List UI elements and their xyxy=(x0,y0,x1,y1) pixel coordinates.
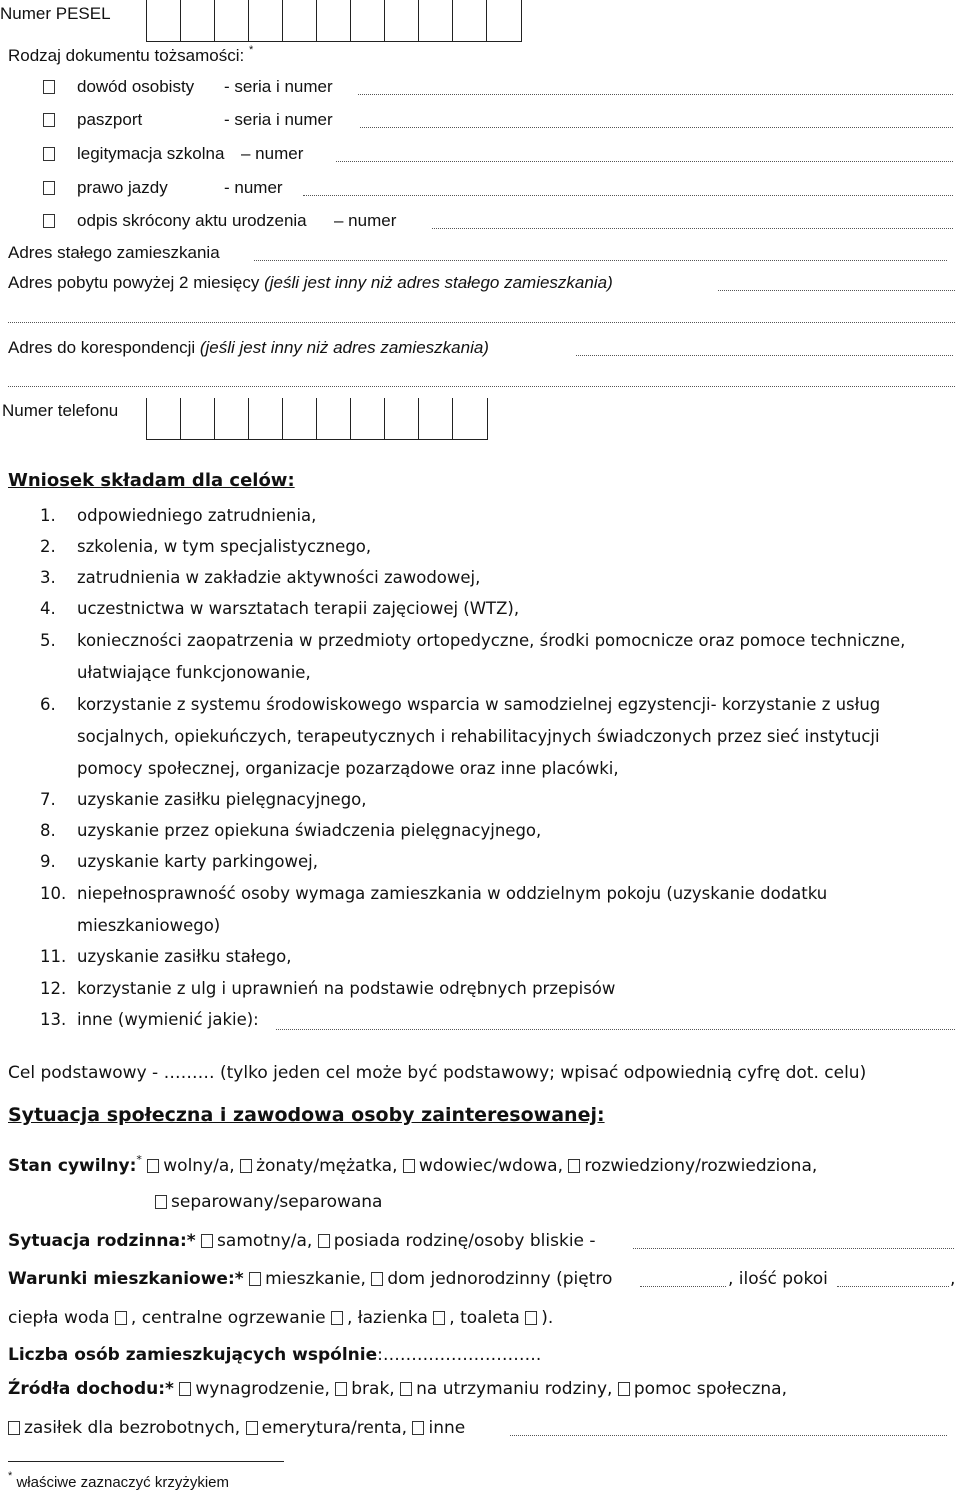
purpose-text: uczestnictwa w warsztatach terapii zajęciowej (WTZ), xyxy=(77,599,520,618)
pesel-label: Numer PESEL xyxy=(0,4,111,23)
checkbox-marital-married[interactable] xyxy=(240,1159,252,1173)
marital-row-2: separowany/separowana xyxy=(155,1192,382,1212)
checkbox-income-family[interactable] xyxy=(400,1382,412,1396)
checkbox-income-unemployment[interactable] xyxy=(8,1421,20,1435)
purpose-text: korzystanie z systemu środowiskowego wsparcia w samodzielnej egzystencji- korzystanie z usług xyxy=(77,695,881,714)
doc-school-id-name: legitymacja szkolna xyxy=(77,144,225,163)
purpose-number: 3. xyxy=(40,568,56,587)
purpose-number: 1. xyxy=(40,506,56,525)
address-corr-field[interactable] xyxy=(576,355,953,356)
family-field[interactable] xyxy=(633,1248,954,1249)
purpose-text: niepełnosprawność osoby wymaga zamieszkania w oddzielnym pokoju (uzyskanie dodatku xyxy=(77,884,828,903)
main-goal-row: Cel podstawowy - ……… (tylko jeden cel może być podstawowy; wpisać odpowiednią cyfrę dot. celu) xyxy=(8,1063,867,1083)
utilities-row: ciepła woda , centralne ogrzewanie , łazienka , toaleta ). xyxy=(8,1308,554,1328)
people-field[interactable]: :………………………. xyxy=(377,1345,542,1365)
address-stay-field[interactable] xyxy=(718,290,955,291)
purpose-text: uzyskanie karty parkingowej, xyxy=(77,852,318,871)
checkbox-passport[interactable] xyxy=(43,113,55,127)
social-heading: Sytuacja społeczna i zawodowa osoby zainteresowanej: xyxy=(8,1104,605,1126)
document-type-label: Rodzaj dokumentu tożsamości: * xyxy=(8,44,254,65)
main-goal-field[interactable]: ……… xyxy=(163,1063,215,1083)
purposes-heading: Wniosek składam dla celów: xyxy=(8,470,295,491)
purpose-number: 9. xyxy=(40,852,56,871)
purpose-text: szkolenia, w tym specjalistycznego, xyxy=(77,537,372,556)
purpose-text: uzyskanie przez opiekuna świadczenia pielęgnacyjnego, xyxy=(77,821,542,840)
checkbox-driving-license[interactable] xyxy=(43,181,55,195)
doc-driving-license-name: prawo jazdy xyxy=(77,178,168,197)
checkbox-toilet[interactable] xyxy=(525,1311,537,1325)
checkbox-bathroom[interactable] xyxy=(433,1311,445,1325)
address-corr-field-line2[interactable] xyxy=(8,386,955,387)
checkbox-income-social-aid[interactable] xyxy=(618,1382,630,1396)
housing-rooms-label: , ilość pokoi xyxy=(728,1269,828,1289)
checkbox-income-pension[interactable] xyxy=(246,1421,258,1435)
doc-birth-certificate-suffix: – numer xyxy=(334,211,397,230)
checkbox-income-salary[interactable] xyxy=(179,1382,191,1396)
checkbox-family-has-family[interactable] xyxy=(318,1234,330,1248)
checkbox-housing-house[interactable] xyxy=(371,1272,383,1286)
address-stay-label: Adres pobytu powyżej 2 miesięcy (jeśli jest inny niż adres stałego zamieszkania) xyxy=(8,273,613,292)
checkbox-marital-divorced[interactable] xyxy=(568,1159,580,1173)
school-id-number-field[interactable] xyxy=(336,161,953,162)
id-card-number-field[interactable] xyxy=(358,94,953,95)
purpose-text: mieszkaniowego) xyxy=(77,916,221,935)
purpose-number: 7. xyxy=(40,790,56,809)
footnote-divider xyxy=(8,1461,284,1462)
birth-certificate-number-field[interactable] xyxy=(432,228,953,229)
address-permanent-field[interactable] xyxy=(254,260,947,261)
purpose-text: korzystanie z ulg i uprawnień na podstawie odrębnych przepisów xyxy=(77,979,616,998)
doc-passport-suffix: - seria i numer xyxy=(224,110,333,129)
checkbox-income-none[interactable] xyxy=(335,1382,347,1396)
purpose-text: konieczności zaopatrzenia w przedmioty ortopedyczne, środki pomocnicze oraz pomoce techniczne, xyxy=(77,631,906,650)
checkbox-marital-separated[interactable] xyxy=(155,1195,167,1209)
purpose-text: inne (wymienić jakie): xyxy=(77,1010,259,1029)
purpose-number: 2. xyxy=(40,537,56,556)
checkbox-marital-widowed[interactable] xyxy=(403,1159,415,1173)
purpose-number: 10. xyxy=(40,884,67,903)
checkbox-hot-water[interactable] xyxy=(115,1311,127,1325)
driving-license-number-field[interactable] xyxy=(303,195,953,196)
address-permanent-label: Adres stałego zamieszkania xyxy=(8,243,220,262)
phone-input[interactable] xyxy=(146,398,488,440)
housing-row: Warunki mieszkaniowe:* mieszkanie, dom jednorodzinny (piętro xyxy=(8,1269,613,1289)
purpose-text: pomocy społecznej, organizacje pozarządowe oraz inne placówki, xyxy=(77,759,619,778)
family-row: Sytuacja rodzinna:* samotny/a, posiada rodzinę/osoby bliskie - xyxy=(8,1231,596,1251)
footnote: * właściwe zaznaczyć krzyżykiem xyxy=(8,1470,229,1491)
checkbox-school-id[interactable] xyxy=(43,147,55,161)
purpose-number: 6. xyxy=(40,695,56,714)
purpose-number: 12. xyxy=(40,979,67,998)
purpose-text: uzyskanie zasiłku pielęgnacyjnego, xyxy=(77,790,367,809)
checkbox-birth-certificate[interactable] xyxy=(43,214,55,228)
checkbox-housing-flat[interactable] xyxy=(249,1272,261,1286)
checkbox-marital-single[interactable] xyxy=(147,1159,159,1173)
income-row-2: zasiłek dla bezrobotnych, emerytura/renta, inne xyxy=(8,1418,465,1438)
purpose-number: 5. xyxy=(40,631,56,650)
doc-driving-license-suffix: - numer xyxy=(224,178,283,197)
doc-id-card-name: dowód osobisty xyxy=(77,77,195,96)
purpose-other-field[interactable] xyxy=(276,1029,955,1030)
housing-floor-field[interactable] xyxy=(640,1286,726,1287)
housing-comma: , xyxy=(950,1269,956,1289)
purpose-number: 11. xyxy=(40,947,67,966)
checkbox-central-heating[interactable] xyxy=(331,1311,343,1325)
people-row: Liczba osób zamieszkujących wspólnie:………………………. xyxy=(8,1345,542,1365)
doc-passport-name: paszport xyxy=(77,110,143,129)
checkbox-family-alone[interactable] xyxy=(201,1234,213,1248)
doc-id-card-suffix: - seria i numer xyxy=(224,77,333,96)
purpose-number: 4. xyxy=(40,599,56,618)
purpose-text: ułatwiające funkcjonowanie, xyxy=(77,663,311,682)
passport-number-field[interactable] xyxy=(360,127,953,128)
income-row: Źródła dochodu:* wynagrodzenie, brak, na utrzymaniu rodziny, pomoc społeczna, xyxy=(8,1379,787,1399)
purpose-text: zatrudnienia w zakładzie aktywności zawodowej, xyxy=(77,568,481,587)
purpose-text: uzyskanie zasiłku stałego, xyxy=(77,947,292,966)
address-corr-label: Adres do korespondencji (jeśli jest inny niż adres zamieszkania) xyxy=(8,338,489,357)
checkbox-id-card[interactable] xyxy=(43,80,55,94)
address-stay-field-line2[interactable] xyxy=(8,322,955,323)
purpose-number: 13. xyxy=(40,1010,67,1029)
checkbox-income-other[interactable] xyxy=(412,1421,424,1435)
purpose-number: 8. xyxy=(40,821,56,840)
housing-rooms-field[interactable] xyxy=(837,1286,949,1287)
purpose-text: socjalnych, opiekuńczych, terapeutycznych i rehabilitacyjnych świadczonych przez sieć instytucji xyxy=(77,727,880,746)
doc-school-id-suffix: – numer xyxy=(241,144,304,163)
income-other-field[interactable] xyxy=(510,1435,947,1436)
phone-label: Numer telefonu xyxy=(2,401,119,420)
pesel-input[interactable] xyxy=(146,0,522,42)
marital-row: Stan cywilny:* wolny/a, żonaty/mężatka, wdowiec/wdowa, rozwiedziony/rozwiedziona, xyxy=(8,1153,818,1176)
doc-birth-certificate-name: odpis skrócony aktu urodzenia xyxy=(77,211,307,230)
purpose-text: odpowiedniego zatrudnienia, xyxy=(77,506,317,525)
